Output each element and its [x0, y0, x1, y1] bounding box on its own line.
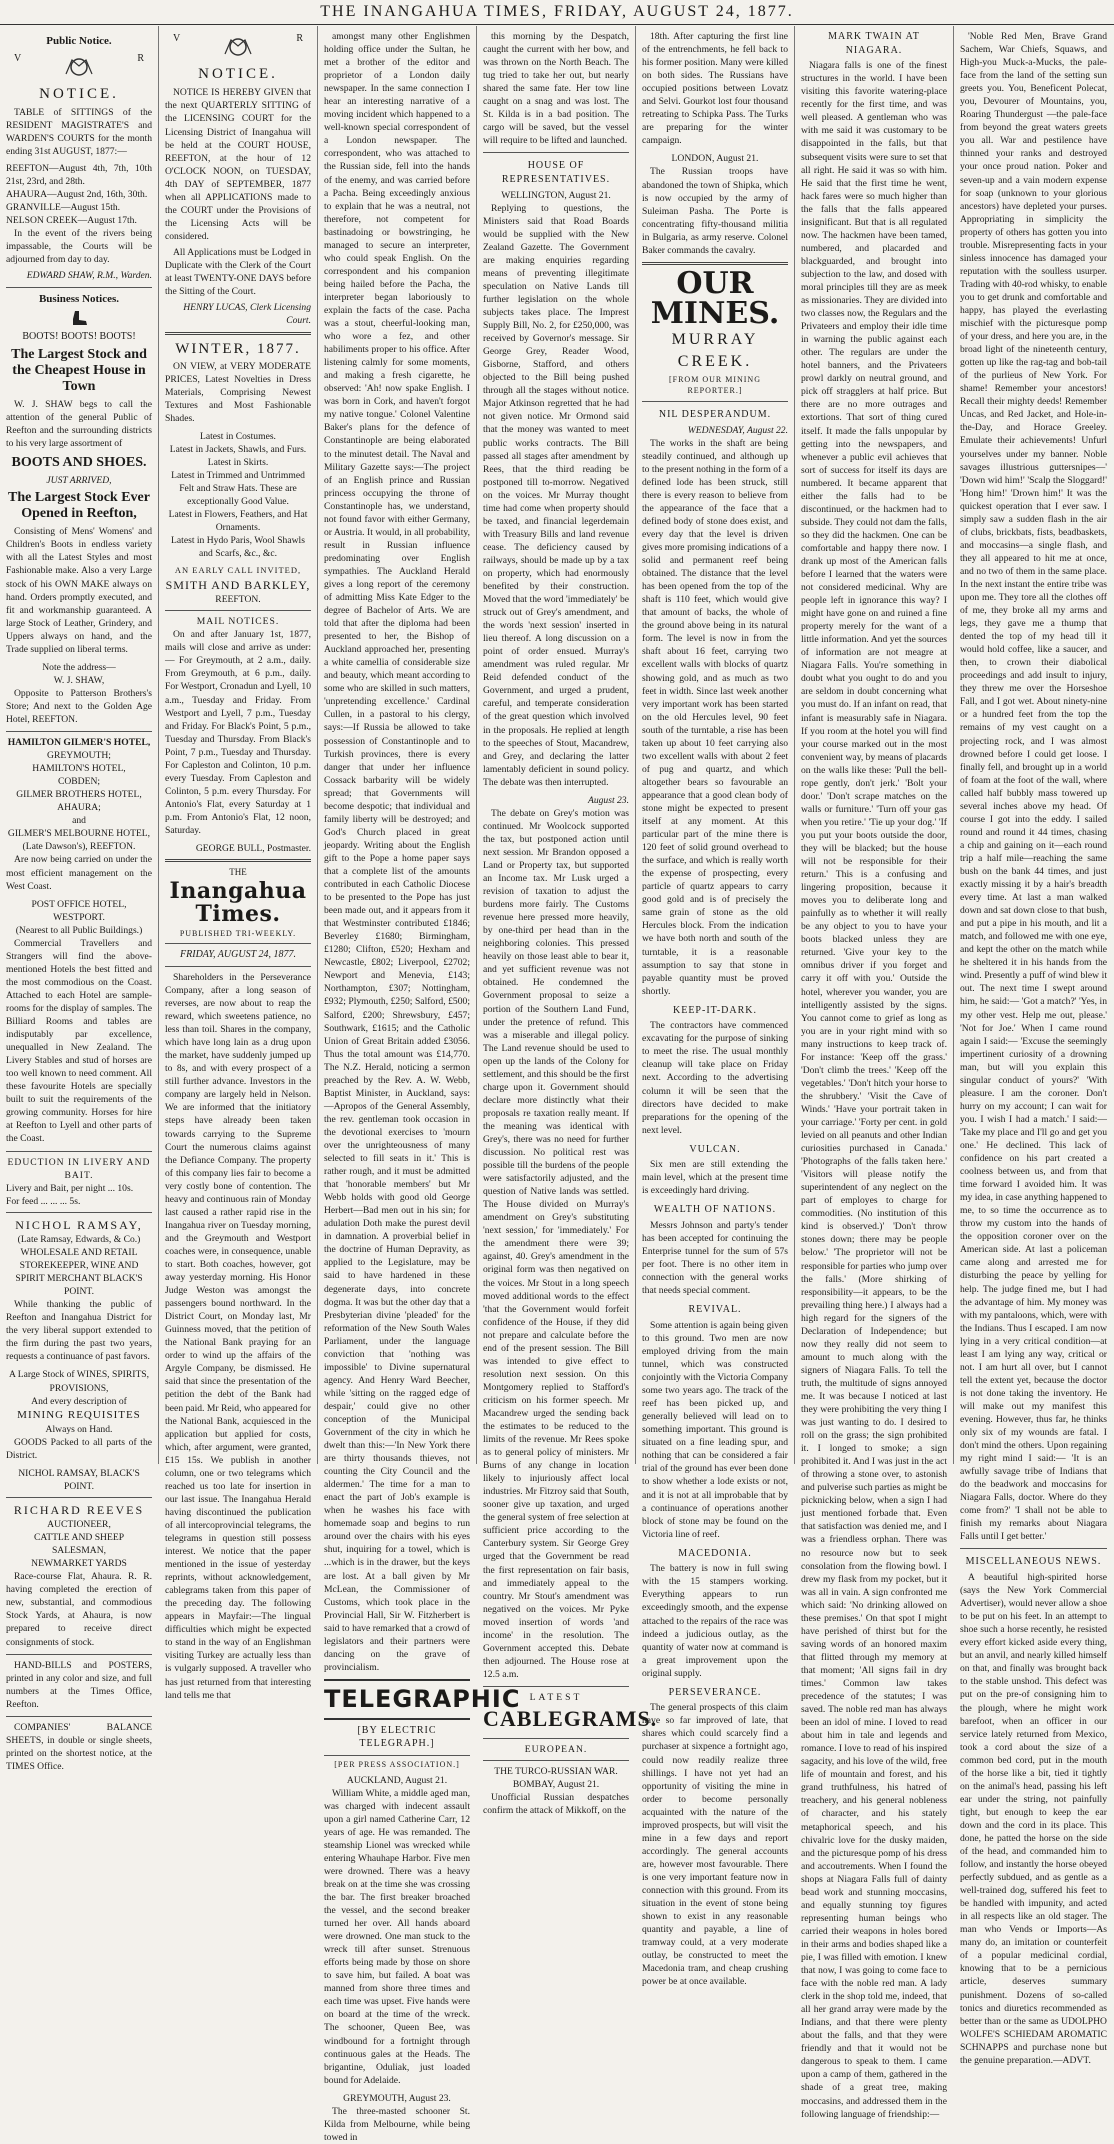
wealth-heading: WEALTH OF NATIONS.: [653, 1204, 777, 1216]
murray-creek-heading: MURRAY CREEK.: [671, 330, 759, 370]
vulcan-body: Six men are still extending the main level, which at the present time is exceedingly hard driving.: [642, 1159, 788, 1197]
perseverance-heading: PERSEVERANCE.: [668, 1686, 762, 1698]
education-title: EDUCTION IN LIVERY AND BAIT.: [7, 1156, 151, 1181]
sitting-line: AHAURA—August 2nd, 16th, 30th.: [6, 188, 148, 200]
address-note: Note the address—: [42, 661, 116, 673]
column-5: [636, 26, 795, 1988]
house-body-2: The debate on Grey's motion was continued. Mr Woolcock supported the tax, but postponed action until next session. Mr Brandon opposed a Land or Property tax, but supported an Income tax. Mr Lusk urged a revision of taxation to adjust the burdens more fairly. The Customs revenue here pressed more heavily, by one-third per head than in the neighboring colonies. This pressed heavily on those least able to bear it, and yet sufficient revenue was not obtained. He condemned the Government proposal to seize a portion of the Southern Land Fund, under the pretence of refund. This was a miserable and illegal policy. The Land revenue should be used to open up the lands of the Colony for settlement, and this should be the first charge upon it. Government should declare more distinctly what their proposals re taxation really meant. If the meaning was identical with Grey's, there was no need for further discussion. No political rest was possible till the burdens of the people were satisfactorily adjusted, and the question of Native lands was settled. The House divided on Murray's amendment on Grey's substituting 'next session,' for 'immediately.' For the amendment there were 39; against, 40. Grey's amendment in the original form was then negatived on the voices. Mr Stout in a long speech moved additional words to the effect 'that the Government would forfeit confidence of the House, if they did not prepare and calculate before the end of the present session. The Bill was intended to give effect to resolution next session. On this Montgomery replied to Stafford's criticism on his former speech. Mr Macandrew urged the sending back the estimates to be reduced to the limits of the revenue. Mr Rees spoke as to general policy of ministers. Mr Burns of any change in location likely to injuriously affect local industries. Mr Fitzroy said that South, sooner give up taxation, and urged the general system of free selection at sufficient price according to the Canterbury system. Sir George Grey urged that the Government be read the first representation on fair basis, and immediately appeal to the country. Mr Stout's amendment was negatived on the voices. Mr Pyke moved insertion of words 'and income' in the resolution. The Government accepted this. Debate then adjourned. The House rose at 12.5 a.m.: [483, 807, 629, 1680]
divider: [642, 401, 788, 402]
column-1: [0, 26, 159, 1772]
auckland-date: AUCKLAND, August 21.: [346, 1774, 448, 1786]
sitting-line: GRANVILLE—August 15th.: [6, 201, 121, 213]
just-arrived: JUST ARRIVED,: [46, 475, 112, 487]
ramsay-sign: NICHOL RAMSAY, BLACK'S POINT.: [18, 1467, 140, 1492]
divider: [483, 1686, 629, 1687]
post-office-title: POST OFFICE HOTEL, WESTPORT.: [31, 898, 127, 923]
divider: [165, 966, 311, 967]
hamilton-title: HAMILTON GILMER'S HOTEL,: [7, 737, 151, 749]
mail-notices-title: MAIL NOTICES.: [196, 616, 280, 628]
column-6: [795, 26, 954, 2120]
business-notices-heading: Business Notices.: [38, 292, 120, 305]
bull-signature: GEORGE BULL, Postmaster.: [195, 843, 311, 855]
royal-crest-icon: [221, 34, 255, 60]
nil-desperandum-heading: NIL DESPERANDUM.: [658, 409, 772, 421]
list-item: Latest in Costumes.: [200, 430, 276, 442]
divider: [6, 1212, 152, 1213]
masthead: [0, 0, 1114, 25]
misc-news-body: A beautiful high-spirited horse (says the New York Commercial Advertiser), would never allow a shoe to be put on his feet. In an attempt to shoe such a horse recently, he resisted every effort kicked aside every thing, but an anvil, and nearly killed himself on that, and finally was brought back to the stable unshod. This defect was put on the pre-of consigning him to the plough, where he might work barefoot, when an officer in our service lately returned from Mexico, took a cord about the size of a common bed cord, put in the mouth of the horse like a bit, tied it tightly on the animal's head, passing his left ear under the string, not painfully tight, but enough to keep the ear down and the cord in its place. This done, he patted the horse on the side of the head, and commanded him to follow, and instantly the horse obeyed perfectly subdued, and as gentle as a well-trained dog, suffered his feet to be handled with impunity, and acted in all respects like an old stager. The man who Vends or Imports—As many do, an imitation or counterfeit of a popular medicinal cordial, knowing that to be a pernicious article, deserves summary punishment. Dozens of so-called tonics and diuretics recommended as better than or the same as UDOLPHO WOLFE'S SCHIEDAM AROMATIC SCHNAPPS and purchase none but the genuine preparation.—ADVT.: [960, 1572, 1107, 2066]
mail-body: On and after January 1st, 1877, mails will close and arrive as under:— For Greymouth, at 2 a.m., daily. From Greymouth, at 6 p.m., daily. For Westport, Cronadun and Lyell, 10 a.m., Tuesday and Friday. From Westport and Lyell, 7 p.m., Tuesday and Friday. For Black's Point, 5 p.m., Tuesday and Thursday. From Black's Point, 7 p.m., Tuesday and Thursday. For Capleston and Colinton, 10 p.m. every Tuesday. From Capleston and Colinton, 5 p.m. every Thursday. For Antonio's Flat, every Saturday at 1 p.m. From Antonio's Flat, 12 noon, Saturday.: [165, 629, 311, 836]
ramsay-sub: (Late Ramsay, Edwards, & Co.): [17, 1234, 141, 1245]
livery-line: Livery and Bait, per night ... 10s.: [6, 1182, 134, 1194]
divider: [324, 1755, 470, 1756]
largest-opened-title: The Largest Stock Ever Opened in Reefton,: [8, 490, 150, 522]
macedonia-body: The battery is now in full swing with the 15 stampers working. Everything appears to run exceedingly smooth, and the expense attached to the repairs of the race was indeed a judicious outlay, as the quantity of water now at command is a great improvement upon the original supply.: [642, 1563, 788, 1679]
published-line: PUBLISHED TRI-WEEKLY.: [179, 928, 297, 938]
london-date: LONDON, August 21.: [671, 153, 759, 165]
lucas-signature: HENRY LUCAS, Clerk Licensing Court.: [183, 302, 311, 327]
royal-crest-icon: [62, 54, 96, 80]
divider: [483, 1760, 629, 1761]
list-item: Latest in Hydo Paris, Wool Shawls and Scarfs, &c., &c.: [171, 535, 305, 560]
paper-name: Inangahua Times.: [169, 878, 307, 928]
shaw-body: W. J. SHAW begs to call the attention of the general Public of Reefton and the surrounding districts to his very large assortment of: [6, 398, 152, 449]
keep-body: The contractors have commenced excavating for the purpose of sinking to meet the rise. The usual monthly cleanup will take place on Friday next. According to the advertising column it will be seen that the directors have decided to make preparations for the opening of the next level.: [642, 1020, 788, 1136]
list-item: Latest in Trimmed and Untrimmed Felt and Straw Hats. These are exceptionally Good Value.: [171, 470, 305, 508]
turco-war: THE TURCO-RUSSIAN WAR.: [494, 1765, 618, 1777]
divider: [165, 943, 311, 944]
public-notice-heading: Public Notice.: [46, 35, 112, 47]
keep-it-dark-heading: KEEP-IT-DARK.: [672, 1004, 757, 1016]
reeves-body: Race-course Flat, Ahaura. R. R. having completed the erection of new, substantial, and commodious Stock Yards, at Ahaura, is now prepared to receive direct consignments of stock.: [6, 1571, 152, 1648]
balance-sheets-ad: COMPANIES' BALANCE SHEETS, in double or single sheets, printed on the shortest notice, at the TIMES Office.: [6, 1721, 152, 1772]
sitting-line: REEFTON—August 4th, 7th, 10th 21st, 23rd, and 28th.: [6, 162, 152, 187]
drapery-list: [165, 430, 311, 560]
press-association: [PER PRESS ASSOCIATION.]: [334, 1759, 460, 1769]
bombay-body: Unofficial Russian despatches confirm the attack of Mikkoff, on the: [483, 1792, 629, 1817]
divider: [642, 262, 788, 265]
hotel-line: GREYMOUTH;: [47, 750, 111, 762]
bombay-date: BOMBAY, August 21.: [512, 1779, 600, 1790]
wednesday-date: WEDNESDAY, August 22.: [687, 424, 788, 436]
divider: [6, 1654, 152, 1655]
telegraphic-heading: TELEGRAPHIC: [324, 1679, 470, 1720]
divider: [165, 610, 311, 611]
divider: [483, 1738, 629, 1739]
reeves-trade: CATTLE AND SHEEP SALESMAN,: [33, 1532, 125, 1557]
objections-body: All Applications must be Lodged in Duplicate with the Clerk of the Court at least TWENTY-ONE DAYS before the Sitting of the Court.: [165, 246, 312, 298]
macedonia-heading: MACEDONIA.: [678, 1547, 752, 1559]
revival-body: Some attention is again being given to this ground. Two men are now employed driving from the main tunnel, which was constructed conjointly with the Victoria Company some two years ago. The track of the reef has been picked up, and generally believed will lead on to something important. This ground is situated on a fine leading spur, and nothing that can be considered a fair trial of the ground has ever been done to show whether a lode exists or not, and it is not at all improbable that by a continuance of operations another block of stone may be found on the Victoria line of reef.: [642, 1319, 788, 1540]
divider: [483, 152, 629, 153]
handbills-ad: HAND-BILLS and POSTERS, printed in any color and size, and full numbers at the Times Office, Reefton.: [6, 1659, 152, 1710]
boots-shoes-title: BOOTS AND SHOES.: [11, 455, 147, 471]
flood-note: In the event of the rivers being impassable, the Courts will be adjourned from day to day.: [6, 227, 152, 265]
auckland-body: William White, a middle aged man, was charged with indecent assault upon a girl named Catherine Carr, 12 years of age. He was remanded. The steamship Lionel was wrecked while entering Whauhape Harbor. Five men were drowned. There was a heavy break on at the time she was crossing the bar. The first breaker broached the vessel, and the second breaker turned her over. All hands aboard were drowned. One man stuck to the wreck till after sunset. Strenuous efforts being made by those on shore to save him, but failed. A boat was manned from shore three times and each time was upset. Five hands were on board at the time of the wreck. The schooner, Queen Bee, was windbound for a fortnight through continuous gales at the Heads. The brigantine, Oduliak, just loaded bound for Adelaide.: [324, 1787, 470, 2086]
livery-line: For feed ... ... ... 5s.: [6, 1195, 81, 1207]
mining-reporter: [FROM OUR MINING REPORTER.]: [668, 375, 761, 396]
hotel-line: GILMER'S MELBOURNE HOTEL, (Late Dawson's), REEFTON.: [7, 828, 151, 853]
licensing-notice-body: NOTICE IS HEREBY GIVEN that the next QUARTERLY SITTING of the LICENSING COURT for the Licensing District of Inangahua will be held at the COURT HOUSE, REEFTON, at the hour of 12 O'CLOCK NOON, on TUESDAY, 4th DAY of SEPTEMBER, 1877 when all APPLICATIONS made to the COURT under the Provisions of the Licensing Acts will be considered.: [165, 87, 311, 242]
column-2: [159, 26, 318, 1701]
mining-requisites: MINING REQUISITES: [17, 1408, 141, 1421]
divider: [6, 1151, 152, 1152]
address-body: Opposite to Patterson Brothers's Store; And next to the Golden Age Hotel, REEFTON.: [6, 687, 152, 725]
address-name: W. J. SHAW,: [53, 674, 105, 686]
notice-title: NOTICE.: [39, 85, 119, 102]
column-3: [318, 26, 521, 2143]
august23: August 23.: [587, 794, 629, 806]
revival-heading: REVIVAL.: [688, 1304, 742, 1316]
vr-mark: V R: [173, 32, 303, 62]
sitting-line: NELSON CREEK—August 17th.: [6, 214, 137, 226]
vulcan-heading: VULCAN.: [689, 1143, 741, 1155]
house-body: Replying to questions, the Ministers said that Road Boards would be supplied with the New Zealand Gazette. The Government are making enquiries regarding means of preventing illegitimate speculation on Native Lands till further legislation on the whole subjects takes place. The Imprest Supply Bill, No. 2, for £250,000, was received by Governor's message. Sir George Grey, Reader Wood, Gisborne, Stafford, and others objected to the Bill being pushed through all the stages without notice. Major Atkinson regretted that he had not given notice. Mr Ormond said that the money was wanted to meet public works contracts. The Bill passed all stages after amendment by Rees, that the third reading be postponed till to-morrow. Negatived on the voices. Mr Murray thought time had come when property should be taxed, and financial legerdemain with Treasury Bills and land revenue cease. The deficiency caused by railways, should be made up by a tax on property, which had enormously benefited by their construction. Moved that the word 'immediately' be struck out of Grey's amendment, and the words 'next session' inserted in lieu thereof. A long discussion on a point of order ensued. Murray's amendment was ruled regular. Mr Reid defended conduct of the Government, and urged a prudent, careful, and temperate consideration of the great question which involved in the proposals. He replied at length to the speeches of Stout, Macandrew, and Grey, and declaring the latter lamentably deficient in sound policy. The debate was then interrupted.: [483, 202, 629, 788]
largest-stock-title: The Largest Stock and the Cheapest House in Town: [11, 346, 147, 394]
columns: [0, 26, 1114, 2143]
magistrate-signature: EDWARD SHAW, R.M., Warden.: [26, 269, 152, 281]
hotels-body: Are now being carried on under the most efficient management on the West Coast.: [6, 854, 152, 892]
list-item: Latest in Jackets, Shawls, and Furs.: [169, 443, 307, 455]
nil-body: The works in the shaft are being steadily continued, and although up to the present nothing in the form of a defined lode has been struck, still there is every reason to believe from the appearance of the face that a defined body of stone does exist, and every day that the level is driven gives more promising indications of a solid and permanent reef being obtained. The distance that the level has been opened from the top of the shaft is 110 feet, which would give that amount of backs, the whole of the ground above being in its natural form. The level is now in from the shaft about 16 feet, carrying two excellent walls with blocks of quartz showing gold, and as much as two feet in width. Since last week another very important work has been started on the old Hercules level, 90 feet south of the turntable, a rise has been taken up about 10 feet carrying also two excellent walls with about 2 feet of pug and quartz, and which altogether bears so favourable an appearance that a good clean body of stone might be expected to present itself at any moment. At this particular part of the mine there is 120 feet of solid ground overhead to the surface, and which is really worth the expense of prospecting, every particle of quartz appears to carry good gold and is of precisely the same grain of stone as the old Hercules block. From the indication we have both north and south of the turntable, it is a reasonable assumption to say that stone in payable quantity must be proved shortly.: [642, 437, 788, 997]
paper-the: THE: [229, 867, 247, 878]
hotel-line: COBDEN;: [57, 776, 101, 788]
ramsay-body: While thanking the public of Reefton and Inangahua District for the very liberal support extended to the firm during the past two years, requests a continuance of past favors.: [6, 1299, 152, 1363]
wellington-date: WELLINGTON, August 21.: [501, 189, 611, 201]
misc-news-heading: MISCELLANEOUS NEWS.: [965, 1556, 1102, 1568]
column-7: [954, 26, 1113, 2066]
reeves-yards: NEWMARKET YARDS: [31, 1558, 127, 1570]
divider: [165, 332, 311, 335]
consisting-body: Consisting of Mens' Womens' and Children's Boots in endless variety with all the Latest Styles and most Fashionable make. Also a very Large stock of his OWN MAKE always on hand. Orders promptly executed, and fit and workmanship guaranteed. A large Stock of Leather, Grindery, and Uppers always on hand, and the Trade supplied on liberal terms.: [6, 526, 152, 655]
perseverance-body: The general prospects of this claim have so far improved of late, that shares which could scarcely find a purchaser at sixpence a fortnight ago, could now readily realize three shillings. I have not yet had an opportunity of visiting the mine in order to become personally acquainted with the nature of the improved prospects, but will visit the mine in a few days and report accordingly. The general accounts are, however most favourable. There is one very important feature now in connection with this ground. From its situation in the event of stone being shown to exist in any reasonable quantity and payable, a line of tramway could, at a very moderate outlay, be constructed to meet the Macedonia tram, and cheap crushing power be at once available.: [642, 1702, 788, 1988]
hotel-line: HAMILTON'S HOTEL,: [32, 763, 126, 775]
goods-packed: GOODS Packed to all parts of the District.: [6, 1436, 152, 1461]
hotel-line: and: [72, 815, 86, 827]
divider: [960, 1548, 1107, 1549]
ramsay-stock: A Large Stock of WINES, SPIRITS, PROVISIONS,: [8, 1369, 150, 1394]
list-item: Latest in Flowers, Feathers, and Hat Ornaments.: [168, 509, 308, 534]
greymouth-date: GREYMOUTH, August 23.: [343, 2092, 451, 2104]
divider: [6, 1716, 152, 1717]
list-item: Latest in Skirts.: [207, 456, 269, 468]
hotel-line: GILMER BROTHERS HOTEL,: [16, 789, 142, 801]
divider: [6, 731, 152, 732]
reeves-sub: AUCTIONEER,: [47, 1519, 111, 1531]
cablegrams-heading: CABLEGRAMS.: [483, 1706, 658, 1731]
our-mines-heading: OUR MINES.: [650, 265, 780, 331]
mark-twain-continued: 'Noble Red Men, Brave Grand Sachem, War Chiefs, Squaws, and High-you Muck-a-Mucks, the pale-face from the land of the setting sun greets you. You, Beneficent Polecat, you, Devourer of Mountains, you, Roaring Thundergust —the pale-face from beyond the great waters greets you all. War and pestilence have thinned your ranks and destroyed your once proud nation. Poker and seven-up and a vain modern expense for soap (unknown to your glorious ancestors) have depleted your purses. Appropriating in simplicity the property of others has gotten you into trouble. Misrepresenting facts in your sinless innocence has damaged your reputation with the soulless usurper. Trading with 40-rod whisky, to enable you to get drunk and comfortable and happy, has played the everlasting mischief with the picturesque pomp of your dress, and here you are, in the broad light of the nineteenth century, gotten up like the rag-tag and bob-tail of the purlieus of New York. For shame! Remember your ancestors! Recall their mighty deeds! Remember Uncas, and Red Jacket, and Hole-in-the-Day, and Horace Greeley. Emulate their achievements! Unfurl yourselves under my banner. Noble savages illustrious guttersnipes—' 'Down wid him!' 'Scalp the Sloggard!' 'Hong him!' 'Drown him!' It was the quickest operation that I ever saw. I simply saw a sudden flash in the air of clubs, brickbats, fists, beadbaskets, and moccasins—a single flash, and they all appeared to hit me at once, and no two of them in the same place. In the next instant the entire tribe was upon me. They tore all the clothes off of me, they broke all my arms and legs, they gave me a thump that dented the top of my head till it would hold coffee, like a saucer, and then, to crown their diabolical proceedings and add insult to injury, they threw me over the Horseshoe Fall, and I got wet. About ninety-nine or a hundred feet from the top the remains of my vest caught on a projecting rock, and I was almost drowned before I could get loose. I finally fell, and brought up in a world of foam at the foot of the wall, where called half bubbly mass towered up several inches above my head. Of course I got into the eddy. I sailed round and round it 44 times, chasing a chip and gaining on it—each round trip a half mile—reaching the same bush on the bank 44 times, and just exactly missing it by a hair's breadth every time. At last a man walked down and sat down close to that bush, and put a pipe in his mouth, and lit a match, and followed me with one eye, and kept the other on the match while he sheltered it in his hands from the wind. Presently a puff of wind blew it out. The next time I swept around him, he said:— 'Got a match?' 'Yes, in my other vest. Help me out, please.' 'Not for Joe.' When I came round again I said:— 'Excuse the seemingly impertinent curiosity of a drowning man, but will you explain this singular conduct of yours?' 'With pleasure. I am the coroner. Don't hurry on my account; I can wait for you. I wish I had a match.' I said:— 'Take my place and I'll go and get you one.' He declined. This lack of confidence on his part created a coolness between us, and from that time forward I avoided him. It was my idea, in case anything happened to me, to so time the occurrence as to throw my custom into the hands of the opposition coroner over on the American side. At last a policeman came along and arrested me for disturbing the peace by yelling for help. The judge fined me, but I had the advantage of him. My money was with my pantaloons, which, were with the Indians. Thus I escaped. I am now lying in a very critical condition—at least I am lying any way, critical or not. I am hurt all over, but I cannot tell the extent yet, because the doctor is not done taking the inventory. He will make out my manifest this evening. However, thus far, he thinks only six of my wounds are fatal. I don't mind the others. Upon regaining my right mind I said:— 'It is an awfully savage tribe of Indians that do the beadwork and moccasins for Niagara Falls, doctor. Where do they come from?' 'I shall not be able to finish my remarks about Niagara Falls until I get better.': [960, 31, 1107, 1543]
boots-line: BOOTS! BOOTS! BOOTS!: [22, 330, 136, 342]
vr-mark: V R: [14, 52, 144, 82]
divider: [6, 1497, 152, 1498]
mark-twain-heading: MARK TWAIN AT NIAGARA.: [828, 31, 920, 56]
column-4: [477, 26, 658, 1817]
latest-label: LATEST: [529, 1691, 583, 1703]
smith-barkley: SMITH AND BARKLEY,: [165, 577, 311, 592]
news-body: this morning by the Despatch, caught the current with her bow, and was thrown on the North Beach. The tug tried to take her out, but nearly shared the same fate. Her tow line caught on a snag and was lost. The St. Kilda is in a bad position. The cargo will be saved, but the vessel will require to be lifted and launched.: [483, 31, 629, 147]
reeves-title: RICHARD REEVES: [13, 1502, 145, 1517]
masthead-title: THE INANGAHUA TIMES, FRIDAY, AUGUST 24, 1877.: [320, 3, 794, 20]
ramsay-title: NICHOL RAMSAY,: [15, 1217, 143, 1232]
winter-title: WINTER, 1877.: [175, 341, 301, 358]
notice-title: NOTICE.: [198, 66, 278, 82]
news-body: amongst many other Englishmen holding office under the Sultan, he met a brother of the editor and proprietor of a London daily newspaper. In the same connection I hear an interesting narrative of a moving incident which happened to a well-known special correspondent of a London newspaper. The correspondent, who was attached to the Russian side, fell into the hands of the enemy, and was carried before a Pacha. Being exceedingly anxious to explain that he was a neutral, not therefore, not competent for bastinadoing or bowstringing, he managed to secure an interpreter, who could speak English. On the correspondent and his companion being hailed before the Pacha, the interpreter began laboriously to explain the facts of the case. Pacha was a stout, cheerful-looking man, who wore a fez, and other habiliments proper to his office. After listening calmly for some moments, and making a fresh cigarette, he observed: 'Ah! now spake English. I was born in Cork, and haven't forgot my native tongue.' Colonel Valentine Baker's plans for the defence of Constantinople are being elaborated to the minutest detail. The Naval and Military Gazette says:—The project of an English prince and Russian princess occupying the throne of Constantinople has, we understand, not found favor with either Germany, or Austria. It would, in all probability, result in Russian influence predominating over English sympathies. The Auckland Herald gives a long report of the ceremony of admitting Miss Kate Edger to the degree of Bachelor of Arts. We are told that after the diploma had been presented to her, the Bishop of Auckland approached her, presenting a white camellia of considerable size and beauty, which meant according to some who are skilled in such matters, 'unpretending excellence.' Cardinal Cullen, in a pastoral to his clergy, says:—If Russia be allowed to take possession of Constantinople and to Turkish provinces, there is every danger that under her influence Cossack barbarity will be widely spread; that Governments will become despotic; that individual and family liberty will be destroyed; and God's Church placed in great jeopardy. Writing about the English gift to the Pope a home paper says that a complete list of the amounts contributed in each Catholic Diocese to be presented to the Pope has just been made out, and it appears from it that Westminster contributed £1846; Beverley £1680; Birmingham, £1280; Clifton, £520; Hexham and Newcastle, £802; Liverpool, £2702; Newport and Menevia, £143; Northampton, £307; Nottingham, £932; Plymouth, £250; Salford, £500; Salford, £200; Shrewsbury, £457; Southwark, £1615; and the Catholic Union of Great Britain added £3056. Thus the total amount was £14,770. The N.Z. Herald, noticing a sermon preached by the Rev. A. W. Webb, Baptist Minister, in Auckland, says:—Apropos of the General Assembly, the rev. gentleman took occasion in the devotional exercises to 'mourn over the unrighteousness of many selected to fill seats in it.' This is rather rough, and it must be admitted that 'honorable members' but Mr Webb holds with good old George Herbert—Bad men out in his sin; for adulation Doth make the purest devil in damnation. A proverbial belief in the doctrine of Human Depravity, as applied to the Legislature, may be said to have hardened in these degenerate days, into concrete dogma. It was but the other day that a Presbyterian divine 'pleaded' for the reformation of the New South Wales Parliament, under the language conviction that 'nothing was impossible' to Divine supernatural agency. And Henry Ward Beecher, while 'sitting on the ragged edge of despair,' could give no other conception of the Municipal Government of the city in which he dwelt than this:—'In New York there are thirty thousands thieves, not counting the City Council and the aldermen.' The time for a man to enact the part of Job's example is when he washes his face with homemade soap and begins to run around over the chairs with his eyes shut, inquiring for a towel, which is ...which is in the drawer, but the keys are lost. At a ball given by Mr McLean, the Commissioner of Customs, which took place in the Provincial Hall, Sir W. Fitzherbert is said to have remarked that a crowd of legislators and their partners were dancing on the grave of provincialism.: [324, 31, 470, 1673]
hotel-line: AHAURA;: [57, 802, 101, 814]
news-body: 18th. After capturing the first line of the entrenchments, he fell back to his former position. Many were killed on both sides. The Russians have occupied positions between Lovatz and Selvi. Gourkot lost four thousand retreating to Schipka Pass. The Turks are preparing for the winter campaign.: [642, 31, 788, 147]
greymouth-body: The three-masted schooner St. Kilda from Melbourne, while being towed in: [324, 2105, 470, 2143]
divider: [165, 859, 311, 862]
house-title: HOUSE OF REPRESENTATIVES.: [501, 160, 611, 186]
view-body: ON VIEW, at VERY MODERATE PRICES, Latest Novelties in Dress Materials, Comprising Newest Textures and Most Fashionable Shades.: [165, 360, 311, 424]
ramsay-every: And every description of: [31, 1395, 127, 1407]
early-call: AN EARLY CALL INVITED,: [174, 565, 302, 576]
electric-telegraph: [BY ELECTRIC TELEGRAPH.]: [357, 1724, 437, 1750]
european-label: EUROPEAN.: [524, 1743, 588, 1755]
dateline: FRIDAY, AUGUST 24, 1877.: [180, 949, 296, 961]
ramsay-trade: WHOLESALE AND RETAIL STOREKEEPER, WINE AND SPIRIT MERCHANT BLACK'S POINT.: [15, 1247, 143, 1298]
editorial-body: Shareholders in the Perseverance Company, after a long season of reverses, are now about to reap the reward, which sweetens patience, no less than toil. Shares in the company, which have long lain as a drug upon the market, have suddenly jumped up to 8s, and with every prospect of a still further advance. Investors in the company are largely held in Nelson. We are informed that the initiatory steps have already been taken towards carrying to the Supreme Court the numerous claims against the Defiance Company. The property of this company lies fair to become a very costly bone of contention. The heavy and continuous rain of Monday last caused a rather rapid rise in the Inangahua river on Tuesday morning, and the Greymouth and Westport coaches were, in consequence, unable to start. Both coaches, however, got away yesterday morning. His Honor Judge Weston was amongst the passengers bound northward. In the District Court, on Monday last, Mr Guinness moved, that the petition of the National Bank praying for an order to wind up the affairs of the Argyle Company, be dismissed. He said that since the presentation of the petition the debt of the Bank had been paid. Mr Reid, who appeared for the National Bank, acquiesced in the application but applied for costs, which, after argument, were granted, £15 15s. We publish in another column, one or two telegrams which reached us too late for insertion in our last issue. The Inangahua Herald having discontinued the publication of all intercoprovincial telegrams, the telegrams in question still possess interest. We notice that the paper mentioned in the issue of yesterday reprints, without acknowledgement, cablegrams taken from this paper of the preceding day. The following appears in Mayfair:—The lingual difficulties which might be expected to stand in the way of an Englishman visiting Turkey are actually less than is vulgarly supposed. A traveller who has just returned from that interesting land tells me that: [165, 971, 311, 1701]
wealth-body: Messrs Johnson and party's tender has been accepted for continuing the Enterprise tunnel for the sum of 57s per foot. There is no other item in connection with the general works that needs special comment.: [642, 1220, 788, 1297]
notice-body: TABLE of SITTINGS of the RESIDENT MAGISTRATE'S and WARDEN'S COURTS for the month ending 31st AUGUST, 1877:— REEFTON—August 4th, 7th, 10th 21st, 23rd, and 28th. AHAURA—August 2nd, 16th, 30th. GRANVILLE—August 15th. NELSON CREEK—August 17th. In the event of the rivers being impassable, the Courts will be adjourned from day to day. EDWARD SHAW, R.M., Warden.: [6, 107, 152, 281]
divider: [6, 287, 152, 288]
commercial-body: Commercial Travellers and Strangers will find the above-mentioned Hotels the best fitted and the most commodious on the Coast. Attached to each Hotel are sample-rooms for the display of samples. The Billiard Rooms and tables are indisputably par excellence, unequalled in New Zealand. The Livery Stables and stud of horses are too well known to need comment. All these favourite Hotels are specially built to suit the requirements of the growing community. Horses for hire at Reefton to Lyell and other parts of the Coast.: [6, 937, 152, 1145]
london-body: The Russian troops have abandoned the town of Shipka, which is now occupied by the army of Suleiman Pasha. The Porte is concentrating fifty-thousand militia in Bulgaria, as army reserve. Colonel Baker commands the cavalry.: [642, 166, 788, 256]
post-office-note: (Nearest to all Public Buildings.): [15, 924, 143, 936]
boot-icon: [6, 310, 152, 330]
smith-place: REEFTON.: [215, 594, 261, 606]
always-on-hand: Always on Hand.: [45, 1423, 113, 1435]
mark-twain-body: Niagara falls is one of the finest structures in the world. I have been visiting this favorite watering-place recently for the first time, and was well pleased. A gentleman who was with me said it was customary to be disappointed in the falls, but that subsequent visits were sure to set that all right. He said it was so with him. He said that the first time he went, hack fares were so much higher than the falls that the falls appeared insignificant. But that is all regulated now. The hackmen have been tamed, numbered, and placarded and blackguarded, and brought into subjection to the law, and dosed with moral principles till they are as meek as missionaries. They are divided into two classes now, the Regulars and the Privateers and employ their idle time in warning the public against each other. The regulars are under the hotel banners, and the Privateers prowl darkly on neutral ground, and pick off stragglers at half price. But there are no more outrages and extortions. That sort of thing cured itself. It made the falls unpopular by getting into the newspapers, and whenever a public evil achieves that sort of success for itself its days are numbered. It became apparent that either the falls had to be discontinued, or the hackmen had to subside. They could not dam the falls, so they did the hackmen. One can be comfortable and happy there now. I drank up most of the American falls before I learned that the waters were not considered medicinal. Why are people left in ignorance this way? I might have gone on and ruined a fine property merely for the want of a little information. And yet the sources of information are not meagre at Niagara Falls. You're something in doubt what you ought to do and you are seldom in doubt concerning what you must do. If an infant on read, that infant is measurably safe in Niagara. If you room at the hotel you will find your course marked out in the most convenient way, by means of placards on the walls like these: 'Pull the bell-rope gently, don't jerk.' 'Bolt your door.' 'Don't scrape matches on the walls or furniture.' 'Turn off your gas when you retire.' 'Tie up your dog.' 'If you put your boots outside the door, they will be blacked; but the house will not be responsible for their return.' This is a confusing and lingering proposition, because it moves you to deliberate long and painfully as to whether it will really be any object to you to have your boots blacked unless they are returned. 'Give your key to the omnibus driver if you forget and carry it off with you.' Outside the hotel, wherever you wander, you are intelligently assisted by the signs. You cannot come to grief as long as you are in your right mind with so many instructions to keep track of. For instance: 'Keep off the grass.' 'Don't climb the trees.' 'Keep off the vegetables.' 'Don't hitch your horse to the shrubbery.' 'Visit the Cave of Winds.' 'Have your portrait taken in your carriage.' 'Forty per cent. in gold levied on all peanuts and other Indian curiosities purchased in Canada.' 'Photographs of the falls taken here.' 'Visitors will please notify the superintendent of any neglect on the part of employes to charge for commodities. (No institution of this kind is observed.)' 'Don't throw stones down; there may be people below.' 'The proprietor will not be responsible for parties who jump over the falls.' (More shirking of responsibility—it appears, to be the prevailing thing here.) I always had a high regard for the signers of the Declaration of Independence; but now they really did not seem to amount to much along with the signers of Niagara Falls. To tell the truth, the multitude of signs annoyed me. It was because I noticed at last they were prohibiting the very thing I was just wanting to do. I desired to roll on the grass; the sign prohibited it. I longed to smoke; a sign prohibited it. And I was just in the act of throwing a stone over, to astonish and pulverise such parties as might be picknicking below, when a sign I had just mentioned forbade that. Even that satisfaction was denied me, and I was a friendless orphan. There was no resource now but to seek consolation from the flowing bowl. I drew my flask from my pocket, but it was all in vain. A sign confronted me which said: 'No drinking allowed on these premises.' On that spot I might have perished of thirst but for the saving words of an honored maxim that flitted through my memory at that moment; 'All signs fail in dry times.' Common law takes precedence of the statutes; I was saved. The noble red man has always been an idol of mine. I loved to read about him in tale and legends and romance. I love to read of his inspired sagacity, and his love of the wild, free life of mountain and forest, and his grand truthfulness, his hatred of treachery, and his general nobleness of character, and his stately metaphorical speech, and his chivalric love for the dusky maiden, and the picturesque pomp of his dress and accoutrements. When I found the shops at Niagara Falls full of dainty bead work and stunning moccasins, and equally stunning toy figures representing human beings who carried their weapons in holes bored in their arms and bodies shaped like a pie, I was filled with emotion. I knew that now, I was going to come face to face with the noble red man. A lady clerk in the shop told me, indeed, that all her grand array were made by the Indians, and that there were plenty about the falls, and that they were friendly and that it would not be dangerous to speak to them. I came upon a camp of them, gathered in the shade of a great tree, making moccasins, and addressed them in the following language of friendship:—: [801, 60, 948, 2120]
